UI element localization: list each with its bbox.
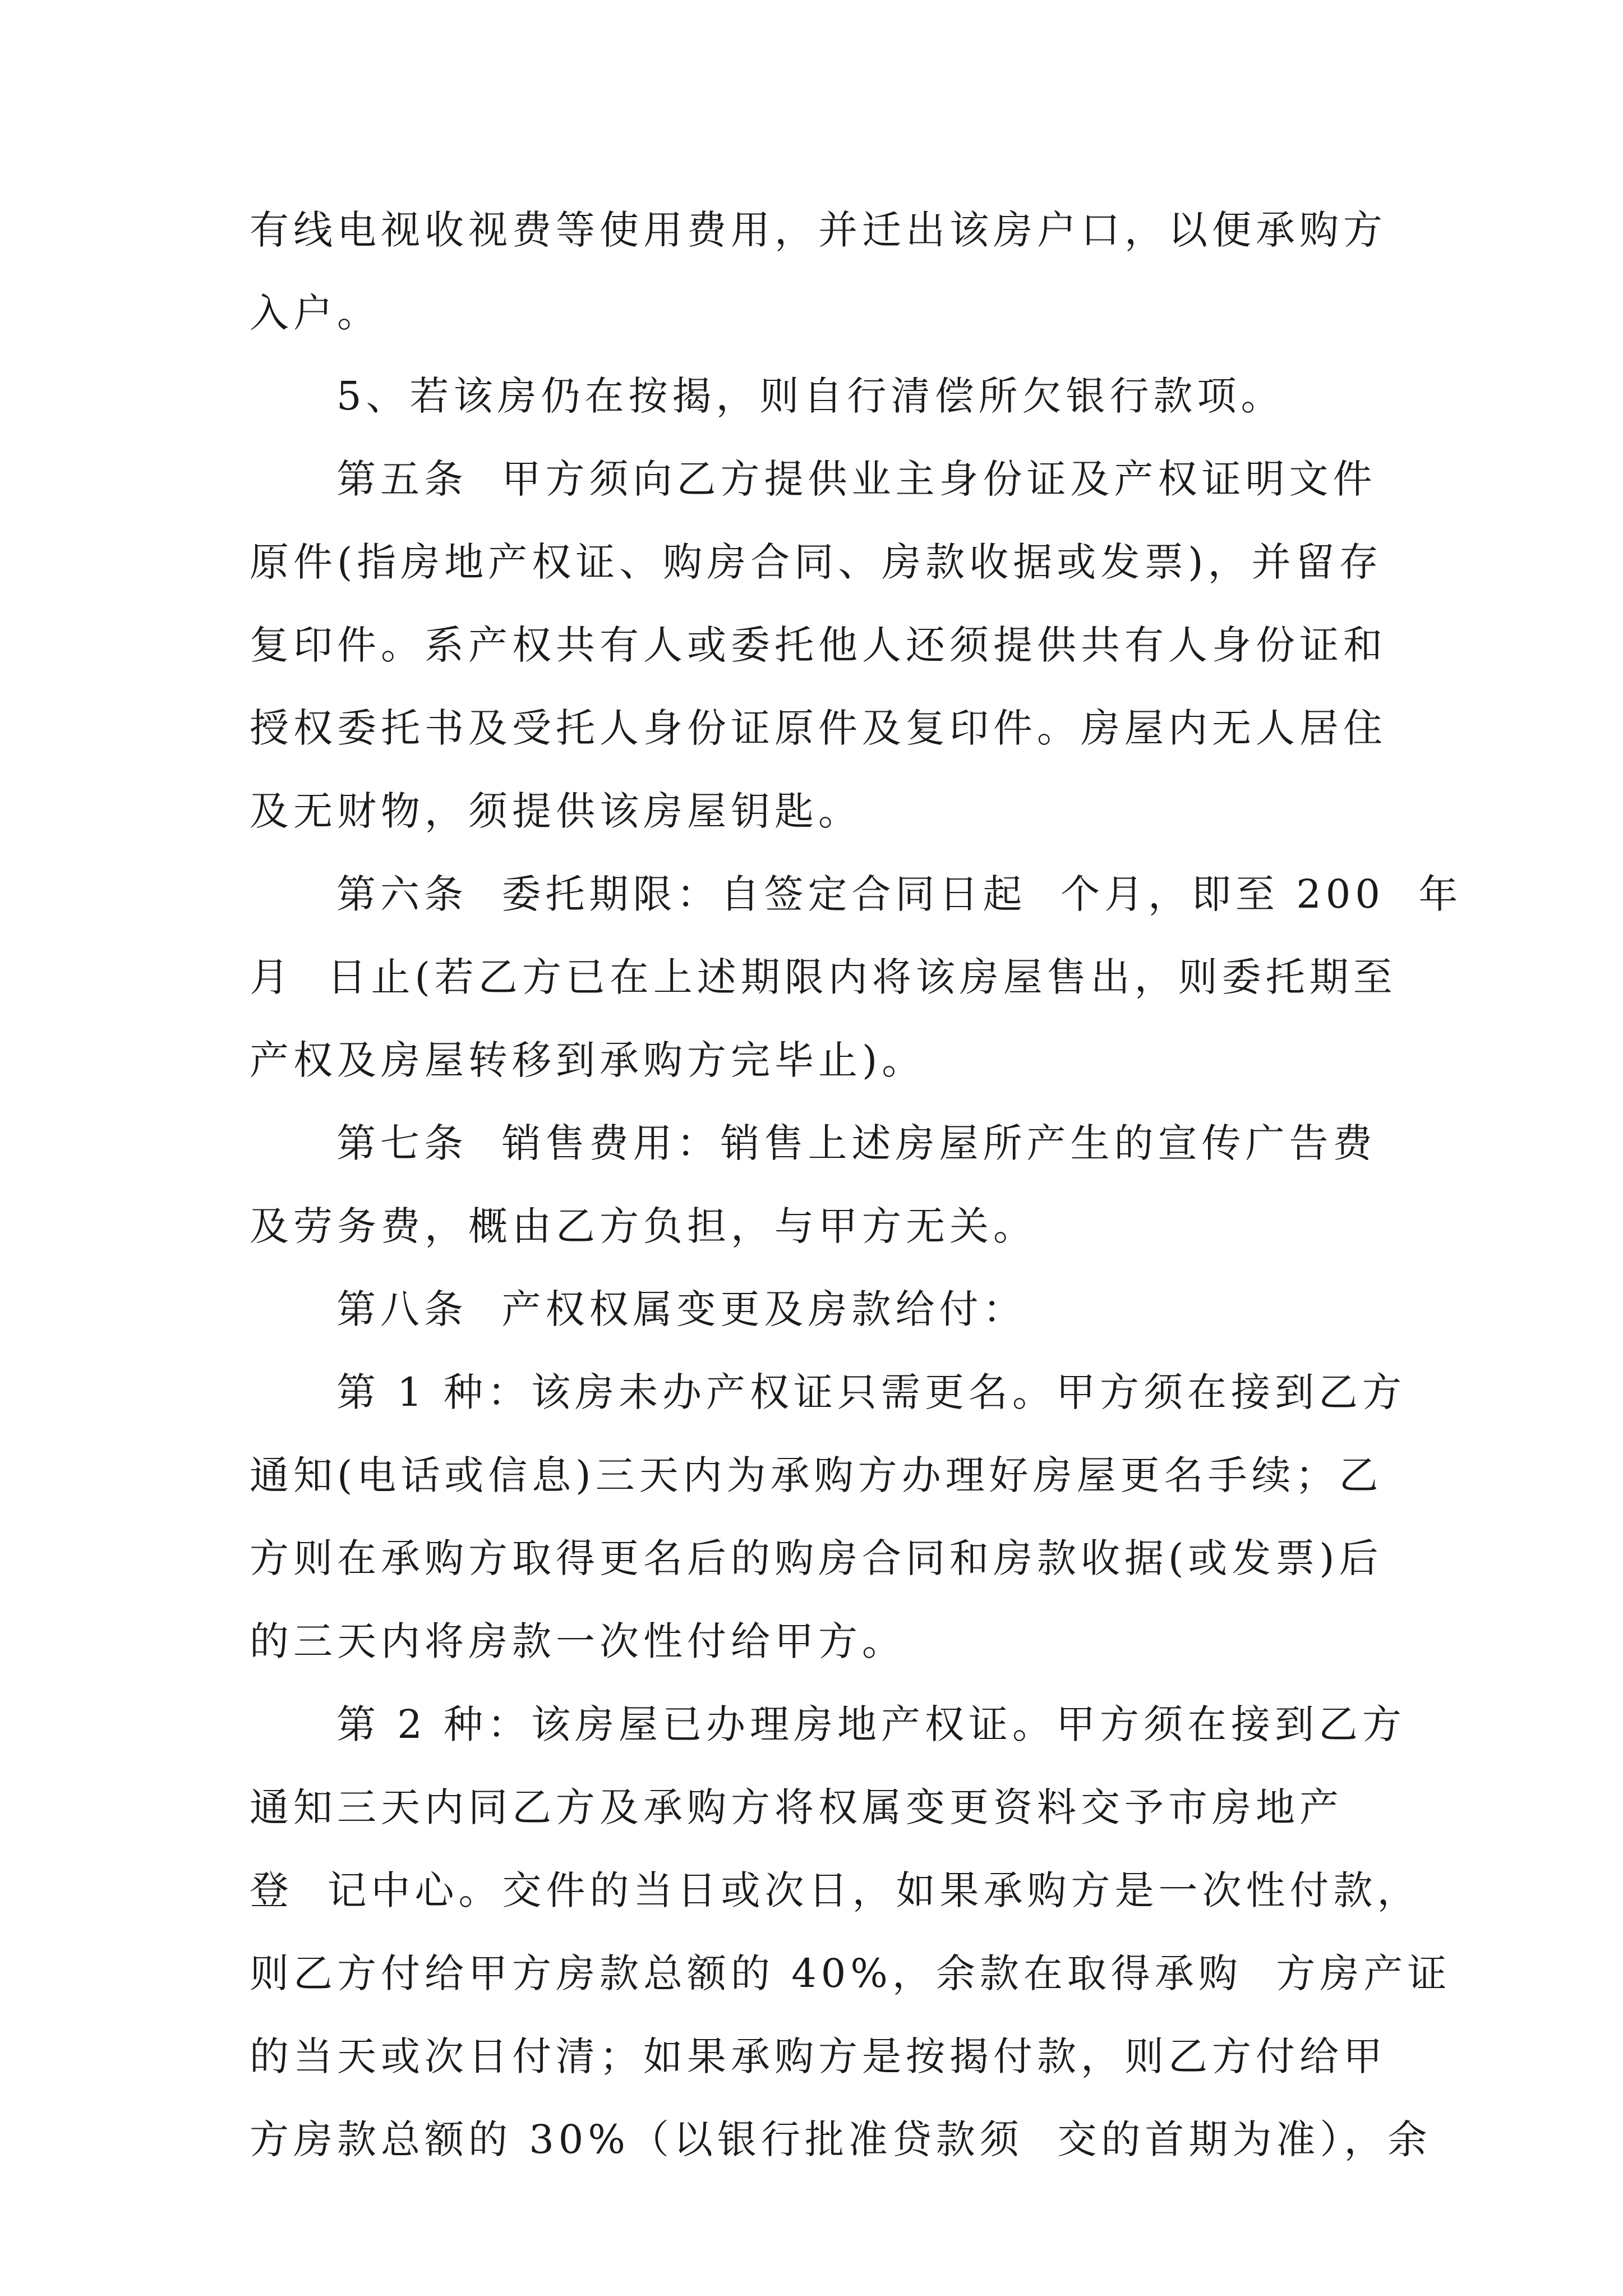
article-heading-5: 第五条 甲方须向乙方提供业主身份证及产权证明文件	[336, 456, 1377, 502]
text-line: 入户。	[250, 290, 381, 336]
text-line: 及无财物，须提供该房屋钥匙。	[250, 788, 862, 834]
article-heading-7: 第七条 销售费用：销售上述房屋所产生的宣传广告费	[336, 1120, 1377, 1166]
text-line: 及劳务费，概由乙方负担，与甲方无关。	[250, 1203, 1037, 1249]
text-line: 产权及房屋转移到承购方完毕止)。	[250, 1037, 926, 1083]
text-line: 原件(指房地产权证、购房合同、房款收据或发票)，并留存	[250, 539, 1383, 585]
text-line: 授权委托书及受托人身份证原件及复印件。房屋内无人居住	[250, 705, 1387, 751]
text-line: 有线电视收视费等使用费用，并迁出该房户口，以便承购方	[250, 207, 1387, 253]
text-line: 通知(电话或信息)三天内为承购方办理好房屋更名手续；乙	[250, 1452, 1383, 1498]
text-line: 的当天或次日付清；如果承购方是按揭付款，则乙方付给甲	[250, 2033, 1387, 2079]
text-line: 通知三天内同乙方及承购方将权属变更资料交予市房地产	[250, 1784, 1343, 1830]
text-line: 登 记中心。交件的当日或次日，如果承购方是一次性付款，	[250, 1867, 1421, 1913]
text-line: 方房款总额的 30%（以银行批准贷款须 交的首期为准），余	[250, 2116, 1432, 2162]
article-heading-6: 第六条 委托期限：自签定合同日起 个月，即至 200 年	[336, 871, 1463, 917]
text-line: 的三天内将房款一次性付给甲方。	[250, 1618, 906, 1664]
text-line: 5、若该房仍在按揭，则自行清偿所欠银行款项。	[336, 373, 1285, 419]
text-line: 方则在承购方取得更名后的购房合同和房款收据(或发票)后	[250, 1535, 1383, 1581]
text-line: 复印件。系产权共有人或委托他人还须提供共有人身份证和	[250, 622, 1387, 668]
option-heading-1: 第 1 种：该房未办产权证只需更名。甲方须在接到乙方	[336, 1369, 1407, 1415]
option-heading-2: 第 2 种：该房屋已办理房地产权证。甲方须在接到乙方	[336, 1701, 1407, 1747]
text-line: 月 日止(若乙方已在上述期限内将该房屋售出，则委托期至	[250, 954, 1397, 1000]
article-heading-8: 第八条 产权权属变更及房款给付：	[336, 1286, 1027, 1332]
text-line: 则乙方付给甲方房款总额的 40%，余款在取得承购 方房产证	[250, 1950, 1451, 1996]
